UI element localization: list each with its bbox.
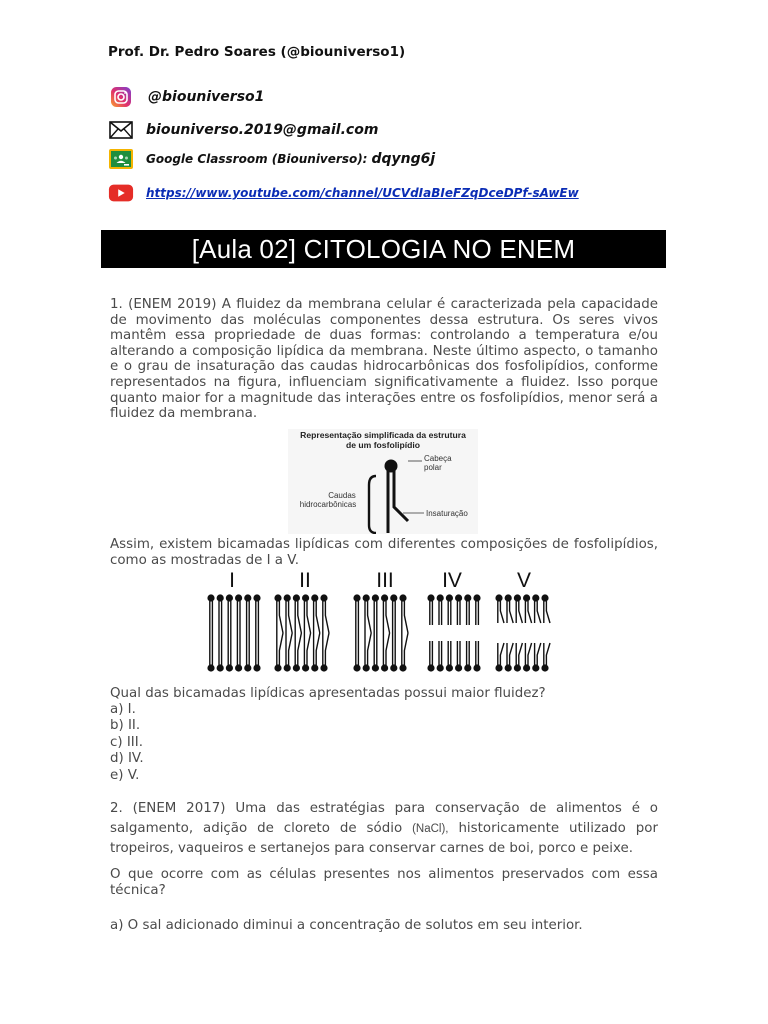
question-2-text-before: 2. (ENEM 2017) Uma das estratégias para conservação de alimentos é o salgamento, adição de cloreto de sódio: [110, 801, 658, 836]
envelope-icon: [108, 119, 134, 141]
lipid-head-top: [532, 594, 539, 601]
question-2-prompt: O que ocorre com as células presentes nos alimentos preservados com essa técnica?: [110, 867, 658, 898]
lipid-tail-kinked: [289, 601, 293, 633]
email-row: [108, 119, 378, 141]
lipid-tail-kinked: [307, 601, 311, 633]
lipid-tail-kinked: [500, 601, 504, 623]
instagram-handle[interactable]: @biouniverso1: [148, 89, 265, 105]
lipid-head-bottom: [541, 664, 548, 671]
youtube-icon: [108, 182, 134, 204]
lipid-head-top: [464, 594, 471, 601]
lipid-tail-kinked: [546, 643, 550, 665]
lipid-head-top: [446, 594, 453, 601]
lipid-head-bottom: [514, 664, 521, 671]
lipid-tail-kinked: [528, 601, 532, 623]
lipid-head-top: [284, 594, 291, 601]
lipid-head-bottom: [311, 664, 318, 671]
author-line: Prof. Dr. Pedro Soares (@biouniverso1): [108, 44, 406, 60]
youtube-row: [108, 182, 579, 204]
lipid-head-top: [381, 594, 388, 601]
lipid-tail-kinked: [519, 601, 523, 623]
tails-label-1: Caudas: [328, 491, 356, 500]
lipid-head-bottom: [302, 664, 309, 671]
lipid-head-top: [455, 594, 462, 601]
option-c[interactable]: c) III.: [110, 734, 143, 750]
lipid-head-top: [226, 594, 233, 601]
lipid-head-top: [541, 594, 548, 601]
question-1-prompt: Qual das bicamadas lipídicas apresentadas possui maior fluidez?: [110, 686, 546, 701]
lipid-head-bottom: [372, 664, 379, 671]
bilayer-label-i: I: [229, 569, 235, 592]
classroom-code[interactable]: dqyng6j: [371, 151, 436, 167]
polar-head: [385, 460, 398, 473]
figure-title-line-1: Representação simplificada da estrutura: [300, 430, 466, 440]
lipid-tail-kinked: [307, 633, 311, 665]
youtube-link[interactable]: https://www.youtube.com/channel/UCVdIaBIeFZqDceDPf-sAwEw: [146, 186, 579, 200]
lipid-tail-kinked: [279, 633, 283, 665]
lipid-head-top: [253, 594, 260, 601]
lipid-head-top: [302, 594, 309, 601]
option-b[interactable]: b) II.: [110, 718, 141, 734]
lipid-head-top: [473, 594, 480, 601]
lipid-head-bottom: [293, 664, 300, 671]
lipid-tail-kinked: [368, 601, 372, 633]
lipid-head-top: [353, 594, 360, 601]
lipid-head-top: [311, 594, 318, 601]
lipid-tail-kinked: [316, 601, 320, 633]
lipid-head-top: [514, 594, 521, 601]
google-classroom-icon: [108, 148, 134, 170]
bilayer-label-v: V: [516, 569, 532, 592]
lipid-head-top: [523, 594, 530, 601]
lipid-head-bottom: [399, 664, 406, 671]
lipid-head-bottom: [437, 664, 444, 671]
classroom-label: Google Classroom (Biouniverso):: [146, 152, 368, 166]
lipid-head-bottom: [446, 664, 453, 671]
figure-title-line-2: de um fosfolipídio: [346, 440, 420, 450]
lipid-tail-kinked: [386, 633, 390, 665]
lipid-tail-kinked: [546, 601, 550, 623]
lipid-head-bottom: [381, 664, 388, 671]
lipid-head-bottom: [244, 664, 251, 671]
tails-label-2: hidrocarbônicas: [299, 500, 357, 509]
lipid-tail-kinked: [510, 601, 514, 623]
head-label-1: Cabeça: [424, 454, 452, 463]
lesson-title: [Aula 02] CITOLOGIA NO ENEM: [191, 233, 576, 264]
lipid-head-bottom: [505, 664, 512, 671]
lipid-head-top: [293, 594, 300, 601]
question-2-option-a[interactable]: a) O sal adicionado diminui a concentração de solutos em seu interior.: [110, 918, 583, 933]
instagram-icon: [108, 86, 134, 108]
lipid-tail-kinked: [325, 633, 329, 665]
lipid-tail-kinked: [537, 601, 541, 623]
lipid-tail-kinked: [528, 643, 532, 665]
lipid-head-bottom: [464, 664, 471, 671]
question-1-options: [110, 702, 144, 784]
lipid-head-top: [235, 594, 242, 601]
option-d[interactable]: d) IV.: [110, 751, 144, 767]
lipid-head-top: [372, 594, 379, 601]
bilayer-label-ii: II: [299, 569, 311, 592]
lipid-head-bottom: [274, 664, 281, 671]
lipid-head-top: [437, 594, 444, 601]
lipid-head-top: [495, 594, 502, 601]
lipid-tail-kinked: [510, 643, 514, 665]
lipid-head-bottom: [226, 664, 233, 671]
lipid-tail-kinked: [519, 643, 523, 665]
lipid-head-bottom: [320, 664, 327, 671]
lipid-tail-kinked: [289, 633, 293, 665]
lipid-head-bottom: [455, 664, 462, 671]
lipid-head-bottom: [390, 664, 397, 671]
phospholipid-figure: [288, 429, 478, 534]
question-1-continuation: Assim, existem bicamadas lipídicas com diferentes composições de fosfolipídios, como as mostradas de I a V.: [110, 537, 658, 568]
lipid-head-bottom: [427, 664, 434, 671]
instagram-row: [108, 86, 264, 108]
lipid-head-bottom: [495, 664, 502, 671]
question-2-text: [110, 799, 658, 859]
lipid-head-top: [207, 594, 214, 601]
lipid-tail-kinked: [404, 633, 408, 665]
lipid-head-bottom: [523, 664, 530, 671]
bilayer-label-iii: III: [376, 569, 394, 592]
lipid-head-bottom: [532, 664, 539, 671]
lipid-head-top: [399, 594, 406, 601]
lipid-head-bottom: [207, 664, 214, 671]
lipid-head-top: [363, 594, 370, 601]
lipid-head-top: [217, 594, 224, 601]
lipid-head-bottom: [473, 664, 480, 671]
lipid-head-top: [274, 594, 281, 601]
lipid-tail-kinked: [298, 633, 302, 665]
classroom-row: [108, 148, 435, 170]
lesson-title-bar: [101, 230, 666, 268]
lipid-tail-kinked: [298, 601, 302, 633]
lipid-head-top: [427, 594, 434, 601]
lipid-head-bottom: [253, 664, 260, 671]
nacl-formula: (NaCl),: [412, 822, 449, 835]
lipid-tail-kinked: [537, 643, 541, 665]
lipid-head-top: [320, 594, 327, 601]
lipid-head-top: [390, 594, 397, 601]
lipid-head-bottom: [235, 664, 242, 671]
lipid-head-bottom: [284, 664, 291, 671]
question-2-text-after: historicamente utilizado por tropeiros, vaqueiros e sertanejos para conservar carnes de boi, porco e peixe.: [110, 820, 658, 857]
option-a[interactable]: a) I.: [110, 702, 136, 717]
bilayer-label-iv: IV: [442, 569, 462, 592]
lipid-head-bottom: [353, 664, 360, 671]
lipid-tail-kinked: [404, 601, 408, 633]
email-link[interactable]: biouniverso.2019@gmail.com: [146, 122, 379, 138]
lipid-tail-kinked: [316, 633, 320, 665]
lipid-head-top: [505, 594, 512, 601]
lipid-tail-kinked: [325, 601, 329, 633]
lipid-tail-kinked: [368, 633, 372, 665]
lipid-head-top: [244, 594, 251, 601]
head-label-2: polar: [424, 463, 442, 472]
lipid-bilayers-figure: [205, 568, 675, 680]
lipid-head-bottom: [363, 664, 370, 671]
lipid-tail-kinked: [279, 601, 283, 633]
unsaturation-label: Insaturação: [426, 509, 468, 518]
lipid-tail-kinked: [386, 601, 390, 633]
question-1-text: 1. (ENEM 2019) A fluidez da membrana celular é caracterizada pela capacidade de movimento das moléculas componentes dessa estrutura. Os seres vivos mantêm essa propriedade de duas formas: controlando a temperatura e/ou alterando a composição lipídica da membrana. Neste último aspecto, o tamanho e o grau de insaturação das caudas hidrocarbônicas dos fosfolipídios, conforme representados na figura, influenciam significativamente a fluidez. Isso porque quanto maior for a magnitude das interações entre os fosfolipídios, menor será a fluidez da membrana.: [110, 297, 658, 422]
lipid-head-bottom: [217, 664, 224, 671]
lipid-tail-kinked: [500, 643, 504, 665]
option-e[interactable]: e) V.: [110, 767, 140, 783]
